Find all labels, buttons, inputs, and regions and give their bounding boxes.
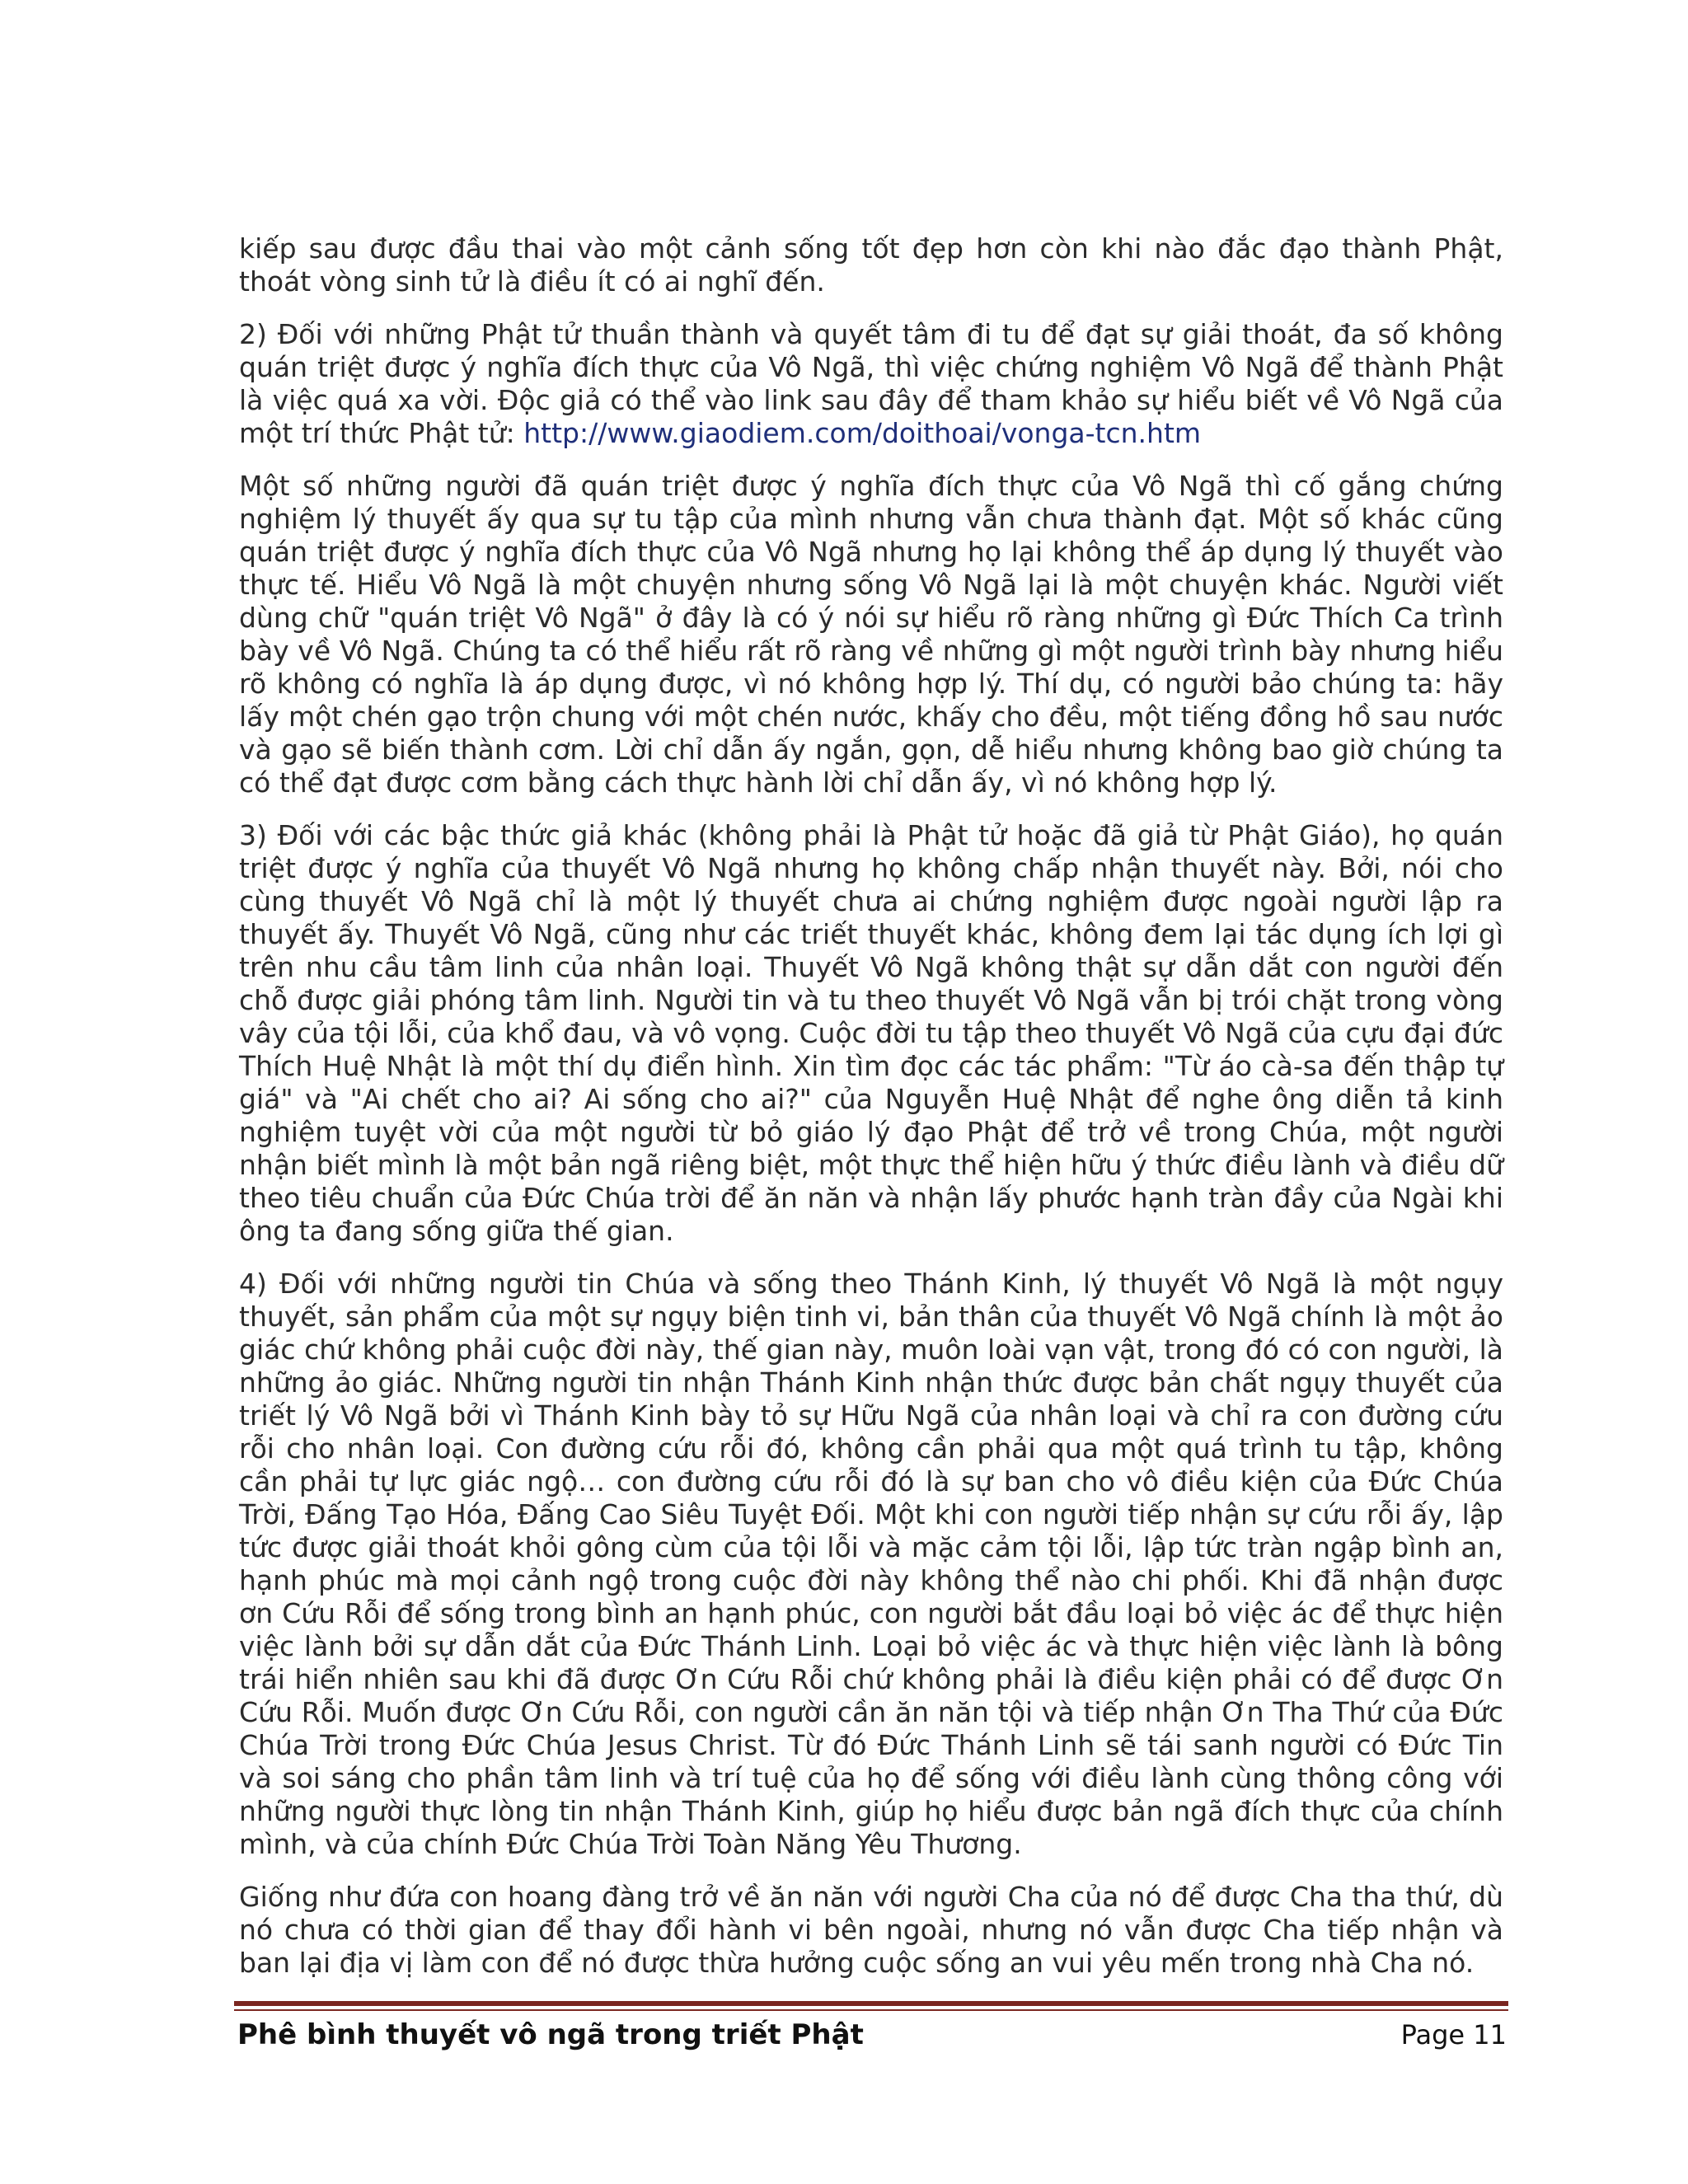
paragraph-4: 3) Đối với các bậc thức giả khác (không phải là Phật tử hoặc đã giả từ Phật Giáo), họ quán triệt được ý nghĩa của thuyết Vô Ngã nhưng họ không chấp nhận thuyết này. Bởi, nói cho cùng thuyết Vô Ngã chỉ là một lý thuyết chưa ai chứng nghiệm được ngoài người lập ra thuyết ấy. Thuyết Vô Ngã, cũng như các triết thuyết khác, không đem lại tác dụng ích lợi gì trên nhu cầu tâm linh của nhân loại. Thuyết Vô Ngã không thật sự dẫn dắt con người đến chỗ được giải phóng tâm linh. Người tin và tu theo thuyết Vô Ngã vẫn bị trói chặt trong vòng vây của tội lỗi, của khổ đau, và vô vọng. Cuộc đời tu tập theo thuyết Vô Ngã của cựu đại đức Thích Huệ Nhật là một thí dụ điển hình. Xin tìm đọc các tác phẩm: "Từ áo cà-sa đến thập tự giá" và "Ai chết cho ai? Ai sống cho ai?" của Nguyễn Huệ Nhật để nghe ông diễn tả kinh nghiệm tuyệt vời của một người từ bỏ giáo lý đạo Phật để trở về trong Chúa, một người nhận biết mình là một bản ngã riêng biệt, một thực thể hiện hữu ý thức điều lành và điều dữ theo tiêu chuẩn của Đức Chúa trời để ăn năn và nhận lấy phước hạnh tràn đầy của Ngài khi ông ta đang sống giữa thế gian. bbox=[239, 819, 1503, 1247]
paragraph-5: 4) Đối với những người tin Chúa và sống theo Thánh Kinh, lý thuyết Vô Ngã là một ngụy thuyết, sản phẩm của một sự ngụy biện tinh vi, bản thân của thuyết Vô Ngã chính là một ảo giác chứ không phải cuộc đời này, thế gian này, muôn loài vạn vật, trong đó có con người, là những ảo giác. Những người tin nhận Thánh Kinh nhận thức được bản chất ngụy thuyết của triết lý Vô Ngã bởi vì Thánh Kinh bày tỏ sự Hữu Ngã của nhân loại và chỉ ra con đường cứu rỗi cho nhân loại. Con đường cứu rỗi đó, không cần phải qua một quá trình tu tập, không cần phải tự lực giác ngộ… con đường cứu rỗi đó là sự ban cho vô điều kiện của Đức Chúa Trời, Đấng Tạo Hóa, Đấng Cao Siêu Tuyệt Đối. Một khi con người tiếp nhận sự cứu rỗi ấy, lập tức được giải thoát khỏi gông cùm của tội lỗi và mặc cảm tội lỗi, lập tức tràn ngập bình an, hạnh phúc mà mọi cảnh ngộ trong cuộc đời này không thể nào chi phối. Khi đã nhận được ơn Cứu Rỗi để sống trong bình an hạnh phúc, con người bắt đầu loại bỏ việc ác để thực hiện việc lành bởi sự dẫn dắt của Đức Thánh Linh. Loại bỏ việc ác và thực hiện việc lành là bông trái hiển nhiên sau khi đã được Ơn Cứu Rỗi chứ không phải là điều kiện phải có để được Ơn Cứu Rỗi. Muốn được Ơn Cứu Rỗi, con người cần ăn năn tội và tiếp nhận Ơn Tha Thứ của Đức Chúa Trời trong Đức Chúa Jesus Christ. Từ đó Đức Thánh Linh sẽ tái sanh người có Đức Tin và soi sáng cho phần tâm linh và trí tuệ của họ để sống với điều lành cùng thông công với những người thực lòng tin nhận Thánh Kinh, giúp họ hiểu được bản ngã đích thực của chính mình, và của chính Đức Chúa Trời Toàn Năng Yêu Thương. bbox=[239, 1268, 1503, 1860]
footer-document-title: Phê bình thuyết vô ngã trong triết Phật bbox=[237, 2018, 864, 2051]
document-body bbox=[239, 232, 1503, 1999]
footer-divider-thin bbox=[234, 2009, 1508, 2011]
paragraph-2-text: 2) Đối với những Phật tử thuần thành và quyết tâm đi tu để đạt sự giải thoát, đa số không quán triệt được ý nghĩa đích thực của Vô Ngã, thì việc chứng nghiệm Vô Ngã để thành Phật là việc quá xa vời. Độc giả có thể vào link sau đây để tham khảo sự hiểu biết về Vô Ngã của một trí thức Phật tử: bbox=[239, 318, 1503, 449]
page-number: Page 11 bbox=[1400, 2019, 1507, 2050]
footer-divider-thick bbox=[234, 2001, 1508, 2006]
paragraph-1: kiếp sau được đầu thai vào một cảnh sống tốt đẹp hơn còn khi nào đắc đạo thành Phật, thoát vòng sinh tử là điều ít có ai nghĩ đến. bbox=[239, 232, 1503, 298]
paragraph-3: Một số những người đã quán triệt được ý nghĩa đích thực của Vô Ngã thì cố gắng chứng nghiệm lý thuyết ấy qua sự tu tập của mình nhưng vẫn chưa thành đạt. Một số khác cũng quán triệt được ý nghĩa đích thực của Vô Ngã nhưng họ lại không thể áp dụng lý thuyết vào thực tế. Hiểu Vô Ngã là một chuyện nhưng sống Vô Ngã lại là một chuyện khác. Người viết dùng chữ "quán triệt Vô Ngã" ở đây là có ý nói sự hiểu rõ ràng những gì Đức Thích Ca trình bày về Vô Ngã. Chúng ta có thể hiểu rất rõ ràng về những gì một người trình bày nhưng hiểu rõ không có nghĩa là áp dụng được, vì nó không hợp lý. Thí dụ, có người bảo chúng ta: hãy lấy một chén gạo trộn chung với một chén nước, khấy cho đều, một tiếng đồng hồ sau nước và gạo sẽ biến thành cơm. Lời chỉ dẫn ấy ngắn, gọn, dễ hiểu nhưng không bao giờ chúng ta có thể đạt được cơm bằng cách thực hành lời chỉ dẫn ấy, vì nó không hợp lý. bbox=[239, 470, 1503, 799]
paragraph-2 bbox=[239, 318, 1503, 450]
paragraph-6: Giống như đứa con hoang đàng trở về ăn năn với người Cha của nó để được Cha tha thứ, dù nó chưa có thời gian để thay đổi hành vi bên ngoài, nhưng nó vẫn được Cha tiếp nhận và ban lại địa vị làm con để nó được thừa hưởng cuộc sống an vui yêu mến trong nhà Cha nó. bbox=[239, 1881, 1503, 1979]
page-footer bbox=[237, 2014, 1507, 2055]
giaodiem-link[interactable]: http://www.giaodiem.com/doithoai/vonga-tcn.htm bbox=[523, 417, 1202, 449]
